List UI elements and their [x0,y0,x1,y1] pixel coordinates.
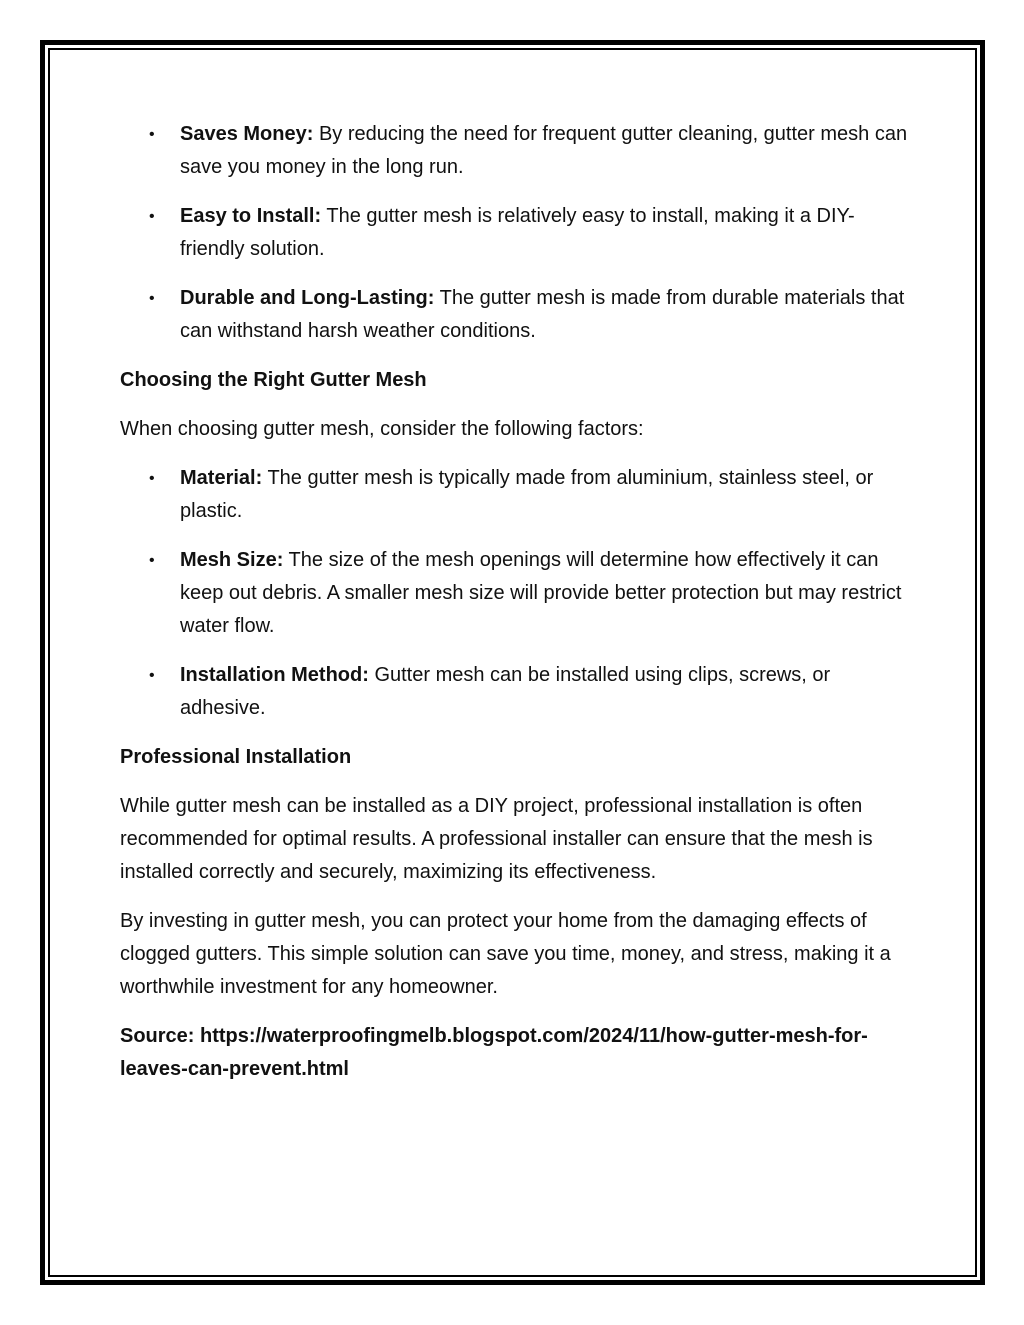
bullet-icon: • [149,208,155,225]
list-item-term: Installation Method: [180,664,369,686]
list-item-text: Gutter mesh can be installed using clips, screws, or adhesive. [180,664,831,719]
bullet-icon: • [149,470,155,487]
factors-list [120,462,910,725]
list-item-text: The size of the mesh openings will determine how effectively it can keep out debris. A smaller mesh size will provide better protection but may restrict water flow. [180,549,902,637]
list-item-text: The gutter mesh is typically made from aluminium, stainless steel, or plastic. [180,467,874,522]
list-item-term: Durable and Long-Lasting: [180,287,435,309]
section-heading-professional: Professional Installation [120,746,352,768]
list-item-term: Mesh Size: [180,549,284,571]
list-item [120,200,910,266]
list-item [120,462,910,528]
professional-paragraph: While gutter mesh can be installed as a DIY project, professional installation is often recommended for optimal results. A professional installer can ensure that the mesh is installed correctly and securely, maximizing its effectiveness. [120,795,873,883]
factors-intro: When choosing gutter mesh, consider the following factors: [120,418,644,440]
source-citation: Source: https://waterproofingmelb.blogspot.com/2024/11/how-gutter-mesh-for-leaves-can-prevent.html [120,1025,868,1080]
bullet-icon: • [149,552,155,569]
benefits-list [120,118,910,348]
bullet-icon: • [149,126,155,143]
list-item-text: The gutter mesh is relatively easy to install, making it a DIY-friendly solution. [180,205,855,260]
document-content [120,118,910,1086]
bullet-icon: • [149,667,155,684]
list-item-text: By reducing the need for frequent gutter cleaning, gutter mesh can save you money in the long run. [180,123,908,178]
list-item-term: Easy to Install: [180,205,322,227]
list-item [120,659,910,725]
list-item [120,118,910,184]
list-item-term: Material: [180,467,263,489]
list-item [120,282,910,348]
section-heading-choosing: Choosing the Right Gutter Mesh [120,369,427,391]
list-item [120,544,910,643]
list-item-text: The gutter mesh is made from durable materials that can withstand harsh weather conditions. [180,287,905,342]
list-item-term: Saves Money: [180,123,314,145]
bullet-icon: • [149,290,155,307]
conclusion-paragraph: By investing in gutter mesh, you can protect your home from the damaging effects of clogged gutters. This simple solution can save you time, money, and stress, making it a worthwhile investment for any homeowner. [120,910,891,998]
